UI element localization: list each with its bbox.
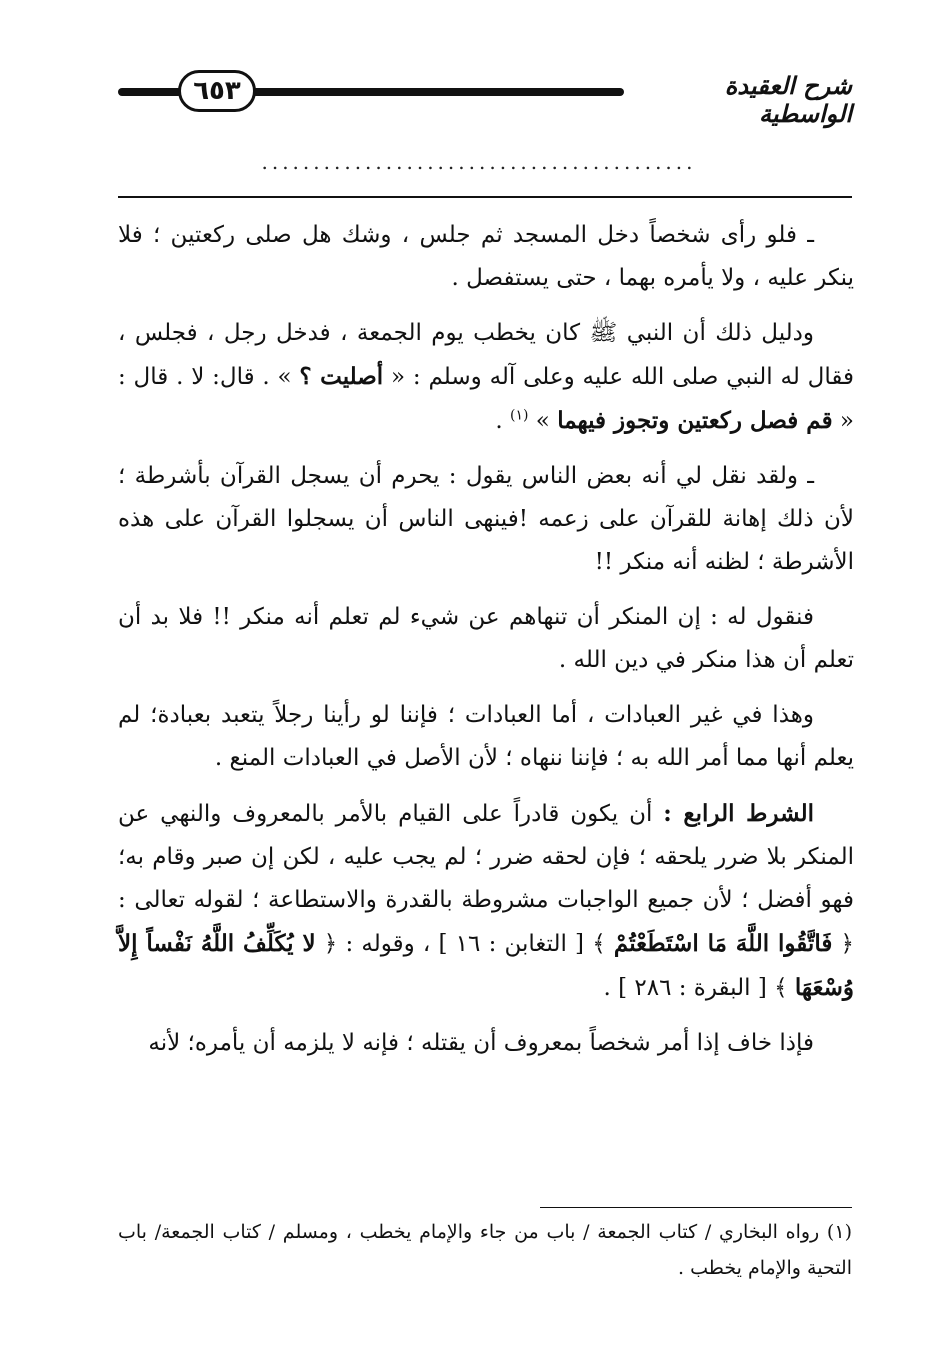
header-rule-right xyxy=(252,88,624,96)
paragraph-text: . xyxy=(495,408,511,434)
paragraph-text: ودليل ذلك أن النبي ﷺ كان يخطب يوم الجمعة ، فدخل رجل ، فجلس ، فقال له النبي صلى الله عليه وعلى آله وسلم : « xyxy=(118,320,854,390)
hadith-quote: أصليت ؟ xyxy=(299,363,384,390)
footnote-reference: (١) xyxy=(510,407,529,424)
paragraph: فإذا خاف إذا أمر شخصاً بمعروف أن يقتله ؛ فإنه لا يلزمه أن يأمره؛ لأنه xyxy=(148,1030,814,1056)
paragraph-text: » xyxy=(535,408,550,434)
section-label: الشرط الرابع : xyxy=(663,800,814,827)
header-rule-left xyxy=(118,88,182,96)
hadith-quote: قم فصل ركعتين وتجوز فيهما xyxy=(557,407,833,434)
footnote: (١) رواه البخاري / كتاب الجمعة / باب من جاء والإمام يخطب ، ومسلم / كتاب الجمعة/ باب التحية والإمام يخطب . xyxy=(118,1221,852,1279)
quran-verse: لا يُكَلِّفُ اللَّهُ نَفْساً إِلاَّ وُسْعَهَا xyxy=(118,930,854,1001)
quran-verse: فَاتَّقُوا اللَّهَ مَا اسْتَطَعْتُمْ xyxy=(613,930,833,957)
paragraph xyxy=(118,312,854,443)
paragraph-text: أن يكون قادراً على القيام بالأمر بالمعروف والنهي عن المنكر بلا ضرر يلحقه ؛ فإن لحقه ضرر ؛ لم يجب عليه ، لكن إن صبر وقام به؛ فهو أفضل ؛ لأن جميع الواجبات مشروطة بالقدرة والاستطاعة ؛ لقوله تعالى : ﴿ xyxy=(118,801,855,957)
footnote-divider xyxy=(540,1207,852,1208)
paragraph-text: ﴾ [ التغابن : ١٦ ] ، وقوله : ﴿ xyxy=(315,931,614,957)
paragraph: ـ ولقد نقل لي أنه بعض الناس يقول : يحرم أن يسجل القرآن بأشرطة ؛ لأن ذلك إهانة للقرآن على زعمه !فينهى الناس أن يسجلوا القرآن على هذه الأشرطة ؛ لظنه أنه منكر !! xyxy=(118,463,854,575)
paragraph: فنقول له : إن المنكر أن تنهاهم عن شيء لم تعلم أنه منكر !! فلا بد أن تعلم أن هذا منكر في دين الله . xyxy=(118,604,854,673)
paragraph xyxy=(118,792,854,1010)
header-divider xyxy=(118,196,852,198)
page-number: ٦٥٣ xyxy=(178,70,256,112)
paragraph-text: ﴾ [ البقرة : ٢٨٦ ] . xyxy=(603,975,795,1001)
paragraph: وهذا في غير العبادات ، أما العبادات ؛ فإننا لو رأينا رجلاً يتعبد بعبادة؛ لم يعلم أنها مما أمر الله به ؛ فإننا ننهاه ؛ لأن الأصل في العبادات المنع . xyxy=(118,702,854,771)
running-title: شرح العقيدة الواسطية xyxy=(724,72,852,128)
dotted-separator: .......................................... xyxy=(261,150,697,174)
paragraph-text: » . قال: لا . قال : « xyxy=(118,364,854,434)
main-text xyxy=(118,214,854,1077)
paragraph: ـ فلو رأى شخصاً دخل المسجد ثم جلس ، وشك هل صلى ركعتين ؛ فلا ينكر عليه ، ولا يأمره بهما ، حتى يستفصل . xyxy=(118,222,854,291)
